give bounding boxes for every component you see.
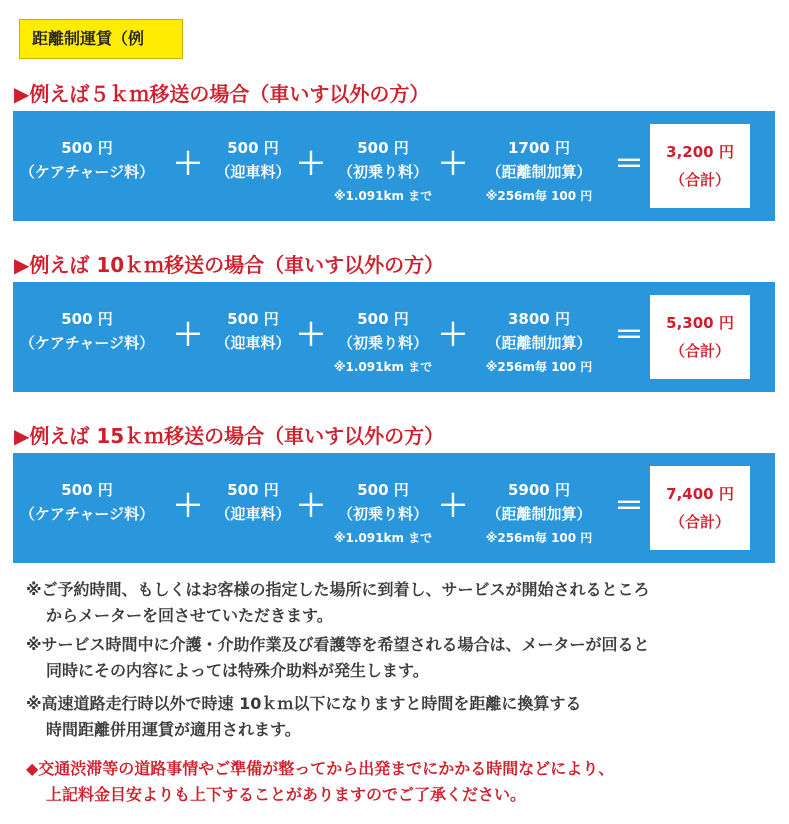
pickup-fee-cell [203, 453, 303, 563]
plus-sign: ＋ [173, 318, 203, 353]
distance-surcharge-label: （距離制加算） [486, 505, 592, 523]
pickup-fee-cell [203, 111, 303, 221]
distance-surcharge-cell [469, 282, 609, 392]
pickup-fee-cell [203, 282, 303, 392]
distance-surcharge-label: （距離制加算） [486, 163, 592, 181]
total-label: （合計） [669, 171, 730, 189]
note-line: からメーターを回させていただきます。 [46, 606, 333, 625]
distance-surcharge-note: ※256m毎 100 円 [485, 189, 593, 203]
traffic-warning [26, 756, 776, 808]
note-line: ※高速道路走行時以外で時速 10ｋｍ以下になりますと時間を距離に換算する [26, 694, 582, 713]
care-charge-label: （ケアチャージ料） [19, 334, 155, 352]
note-line: ※サービス時間中に介護・介助作業及び看護等を希望される場合は、メーターが回ると [26, 635, 650, 654]
pickup-fee-label: （迎車料） [215, 334, 291, 352]
pickup-fee-label: （迎車料） [215, 163, 291, 181]
fare-type-badge: 距離制運賃（例 [19, 19, 183, 59]
fare-calculation-panel [13, 282, 775, 392]
total-amount: 3,200 円 [666, 143, 734, 161]
distance-surcharge-amount: 1700 円 [508, 139, 570, 157]
distance-surcharge-amount: 5900 円 [508, 481, 570, 499]
example-title: ▶例えば５ｋｍ移送の場合（車いす以外の方） [14, 82, 430, 106]
base-fare-cell [323, 282, 443, 392]
care-charge-amount: 500 円 [61, 139, 113, 157]
distance-surcharge-cell [469, 453, 609, 563]
warning-line: ◆交通渋滞等の道路事情やご準備が整ってから出発までにかかる時間などにより、 [26, 759, 615, 778]
care-charge-amount: 500 円 [61, 481, 113, 499]
care-charge-label: （ケアチャージ料） [19, 505, 155, 523]
note-time-distance [26, 691, 776, 743]
base-fare-amount: 500 円 [357, 310, 409, 328]
equals-sign: ＝ [614, 318, 644, 353]
total-amount: 7,400 円 [666, 485, 734, 503]
base-fare-note: ※1.091km まで [333, 531, 433, 545]
total-amount: 5,300 円 [666, 314, 734, 332]
base-fare-cell [323, 111, 443, 221]
total-label: （合計） [669, 513, 730, 531]
distance-surcharge-amount: 3800 円 [508, 310, 570, 328]
base-fare-label: （初乗り料） [337, 505, 428, 523]
base-fare-amount: 500 円 [357, 139, 409, 157]
distance-surcharge-cell [469, 111, 609, 221]
note-meter-start [26, 577, 776, 629]
note-special-care [26, 632, 776, 684]
pickup-fee-amount: 500 円 [227, 481, 279, 499]
base-fare-note: ※1.091km まで [333, 189, 433, 203]
care-charge-cell [13, 453, 161, 563]
distance-surcharge-label: （距離制加算） [486, 334, 592, 352]
base-fare-note: ※1.091km まで [333, 360, 433, 374]
distance-surcharge-note: ※256m毎 100 円 [485, 360, 593, 374]
care-charge-label: （ケアチャージ料） [19, 163, 155, 181]
note-line: 時間距離併用運賃が適用されます。 [46, 720, 301, 739]
example-title: ▶例えば 15ｋｍ移送の場合（車いす以外の方） [14, 424, 445, 448]
plus-sign: ＋ [296, 147, 326, 182]
example-title: ▶例えば 10ｋｍ移送の場合（車いす以外の方） [14, 253, 445, 277]
note-line: ※ご予約時間、もしくはお客様の指定した場所に到着し、サービスが開始されるところ [26, 580, 650, 599]
plus-sign: ＋ [296, 318, 326, 353]
distance-surcharge-note: ※256m毎 100 円 [485, 531, 593, 545]
plus-sign: ＋ [296, 489, 326, 524]
care-charge-amount: 500 円 [61, 310, 113, 328]
care-charge-cell [13, 111, 161, 221]
plus-sign: ＋ [438, 147, 468, 182]
base-fare-label: （初乗り料） [337, 163, 428, 181]
pickup-fee-label: （迎車料） [215, 505, 291, 523]
total-box [650, 124, 750, 208]
fare-calculation-panel [13, 111, 775, 221]
plus-sign: ＋ [173, 489, 203, 524]
warning-line: 上記料金目安よりも上下することがありますのでご了承ください。 [46, 785, 527, 804]
fare-calculation-panel [13, 453, 775, 563]
total-box [650, 295, 750, 379]
plus-sign: ＋ [438, 318, 468, 353]
base-fare-cell [323, 453, 443, 563]
base-fare-amount: 500 円 [357, 481, 409, 499]
plus-sign: ＋ [438, 489, 468, 524]
note-line: 同時にその内容によっては特殊介助料が発生します。 [46, 661, 429, 680]
pickup-fee-amount: 500 円 [227, 139, 279, 157]
pickup-fee-amount: 500 円 [227, 310, 279, 328]
equals-sign: ＝ [614, 489, 644, 524]
plus-sign: ＋ [173, 147, 203, 182]
base-fare-label: （初乗り料） [337, 334, 428, 352]
total-label: （合計） [669, 342, 730, 360]
care-charge-cell [13, 282, 161, 392]
equals-sign: ＝ [614, 147, 644, 182]
total-box [650, 466, 750, 550]
